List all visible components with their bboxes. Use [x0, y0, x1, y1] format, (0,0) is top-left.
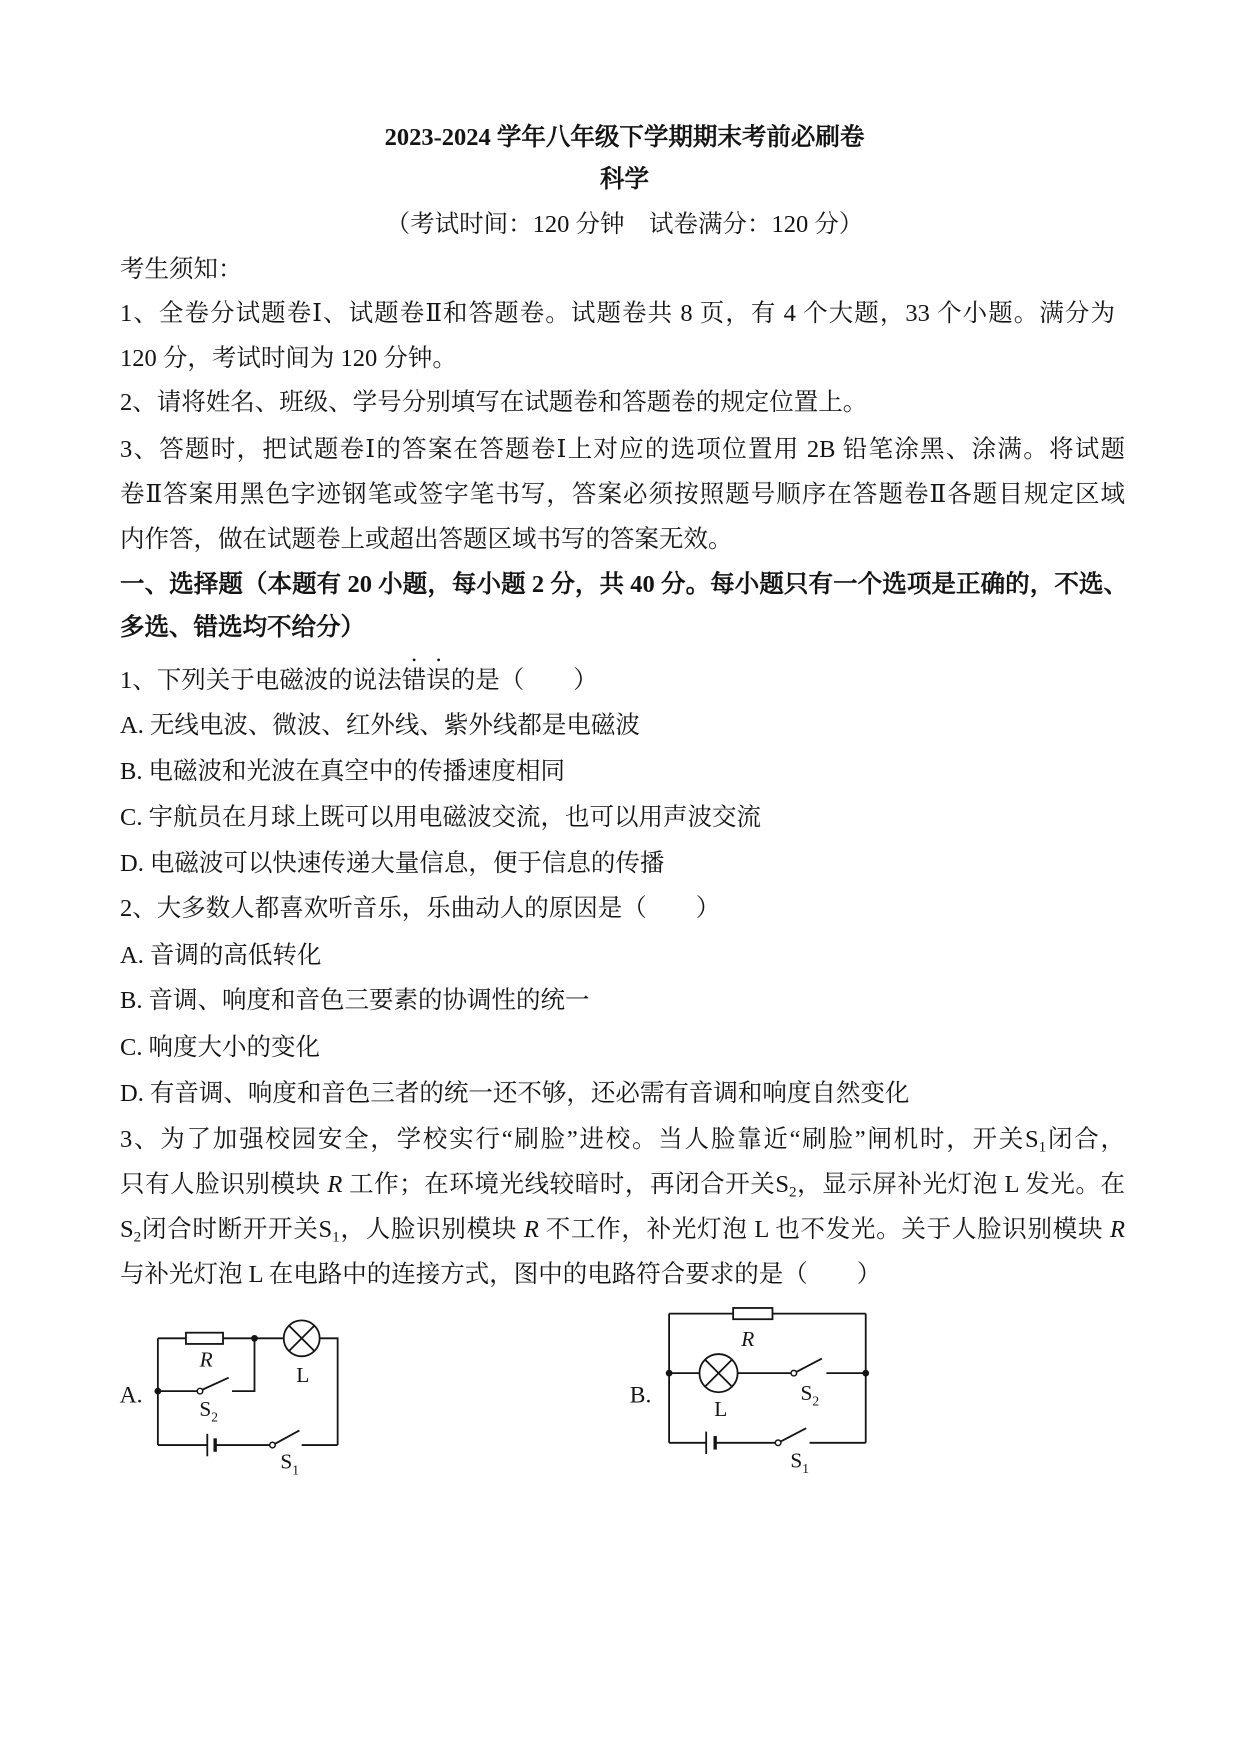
- option-label-b: B.: [629, 1382, 652, 1409]
- subject-title: 科学: [600, 166, 649, 193]
- question-1-stem: [120, 653, 598, 698]
- subscript-text: 2: [789, 1183, 797, 1201]
- option-text: 无线电波、微波、红外线、紫外线都是电磁波: [149, 712, 640, 739]
- switch-s1-label: [280, 1450, 299, 1478]
- switch-s1-symbol: [270, 1430, 300, 1447]
- wire: [232, 1338, 254, 1391]
- text-run: 3、为了加强校园安全，学校实行“刷脸”进校。当人脸靠近“刷脸”闸机时，开关S: [120, 1126, 1039, 1153]
- option-label-a: A.: [119, 1382, 143, 1409]
- switch-s1-symbol: [775, 1428, 806, 1445]
- variable-text: R: [1110, 1216, 1126, 1243]
- lamp-label: L: [714, 1396, 728, 1421]
- question-2-option-d: [120, 1071, 909, 1116]
- battery-symbol: [207, 1434, 215, 1456]
- notice-line: 卷Ⅱ答案用黑色字迹钢笔或签字笔书写，答案必须按照题号顺序在答题卷Ⅱ各题目规定区域: [120, 481, 1125, 508]
- lamp-label: L: [296, 1363, 310, 1388]
- resistor-label: R: [741, 1327, 755, 1352]
- notice-line: 2、请将姓名、班级、学号分别填写在试题卷和答题卷的规定位置上。: [120, 389, 868, 416]
- text-run: S: [120, 1216, 134, 1243]
- switch-s2-symbol: [791, 1359, 822, 1376]
- switch-s2-label: [199, 1397, 218, 1425]
- switch-label-main: S: [790, 1448, 803, 1473]
- switch-label-subscript: 2: [812, 1393, 820, 1409]
- switch-s2-label: [801, 1381, 820, 1409]
- switch-label-subscript: 1: [292, 1462, 299, 1478]
- option-label: A.: [120, 942, 144, 969]
- switch-s2-symbol: [197, 1378, 228, 1394]
- text-run: ，人脸识别模块: [339, 1216, 524, 1243]
- question-1-option-a: [120, 703, 640, 748]
- battery-symbol: [706, 1432, 715, 1454]
- option-text: 音调的高低转化: [149, 942, 322, 969]
- emphasized-text: 错误: [401, 667, 451, 694]
- option-text: 音调、响度和音色三要素的协调性的统一: [148, 987, 590, 1014]
- exam-info: （考试时间：120 分钟 试卷满分：120 分）: [385, 211, 864, 238]
- text-run: 闭合时断开开关S: [141, 1216, 333, 1243]
- subscript-text: 2: [133, 1228, 142, 1246]
- junction-dot: [154, 1388, 161, 1395]
- question-2-stem: [120, 886, 720, 931]
- exam-title: 2023-2024 学年八年级下学期期末考前必刷卷: [384, 124, 865, 151]
- resistor-symbol: [733, 1308, 772, 1319]
- notice-line: 内作答，做在试题卷上或超出答题区域书写的答案无效。: [120, 526, 733, 553]
- question-3-stem-line: [120, 1162, 1125, 1207]
- text-run: 工作；在环境光线较暗时，再闭合开关S: [342, 1171, 789, 1198]
- variable-text: R: [523, 1216, 539, 1243]
- option-label: C.: [120, 804, 143, 831]
- resistor-label: R: [199, 1347, 213, 1372]
- question-2-option-a: [120, 933, 321, 978]
- resistor-symbol: [186, 1333, 223, 1344]
- option-text: 电磁波和光波在真空中的传播速度相同: [148, 758, 565, 785]
- notice-heading: 考生须知：: [120, 256, 243, 283]
- notice-line: 120 分，考试时间为 120 分钟。: [120, 345, 457, 372]
- text-run: 不工作，补光灯泡 L 也不发光。关于人脸识别模块: [538, 1216, 1111, 1243]
- option-label: C.: [120, 1034, 143, 1061]
- option-text: 电磁波可以快速传递大量信息，便于信息的传播: [149, 850, 665, 877]
- switch-label-main: S: [800, 1381, 813, 1406]
- text-run: 闭合，: [1046, 1126, 1126, 1153]
- variable-text: R: [327, 1171, 343, 1198]
- wire: [320, 1338, 338, 1445]
- option-label: A.: [120, 712, 144, 739]
- question-3-stem-line: [120, 1207, 1125, 1252]
- switch-s1-label: [790, 1449, 809, 1477]
- question-1-option-c: [120, 795, 761, 840]
- text-run: 2、大多数人都喜欢听音乐，乐曲动人的原因是（ ）: [120, 895, 721, 922]
- section-heading: 一、选择题（本题有 20 小题，每小题 2 分，共 40 分。每小题只有一个选项是正确的，不选、: [120, 571, 1128, 598]
- switch-label-subscript: 2: [211, 1409, 219, 1425]
- text-run: 只有人脸识别模块: [120, 1171, 328, 1198]
- question-1-option-d: [120, 841, 664, 886]
- option-label: D.: [120, 1080, 144, 1107]
- switch-label-main: S: [280, 1449, 293, 1474]
- question-2-option-b: [120, 978, 589, 1023]
- text-run: 的是（ ）: [450, 667, 598, 694]
- notice-line: 3、答题时，把试题卷Ⅰ的答案在答题卷Ⅰ上对应的选项位置用 2B 铅笔涂黑、涂满。将试题: [120, 436, 1125, 463]
- lamp-symbol: [699, 1354, 737, 1392]
- text-run: 1、下列关于电磁波的说法: [120, 667, 402, 694]
- circuit-option-a: [120, 1320, 338, 1477]
- switch-label-subscript: 1: [802, 1461, 810, 1477]
- switch-label-main: S: [199, 1396, 212, 1421]
- circuit-option-b: [630, 1308, 869, 1476]
- option-label: B.: [120, 758, 143, 785]
- option-label: B.: [120, 987, 143, 1014]
- section-heading: 多选、错选均不给分）: [120, 614, 365, 641]
- question-1-option-b: [120, 749, 565, 794]
- text-run: 与补光灯泡 L 在电路中的连接方式，图中的电路符合要求的是（ ）: [120, 1261, 882, 1288]
- lamp-symbol: [284, 1320, 320, 1356]
- subscript-text: 1: [1038, 1138, 1047, 1156]
- question-2-option-c: [120, 1025, 320, 1070]
- question-3-stem-line: [120, 1117, 1125, 1162]
- circuit-figures: [100, 1290, 900, 1490]
- notice-line: 1、全卷分试题卷Ⅰ、试题卷Ⅱ和答题卷。试题卷共 8 页，有 4 个大题，33 个小题。满分为: [120, 300, 1115, 327]
- option-text: 响度大小的变化: [148, 1034, 320, 1061]
- option-text: 有音调、响度和音色三者的统一还不够，还必需有音调和响度自然变化: [149, 1080, 910, 1107]
- option-label: D.: [120, 850, 144, 877]
- text-run: ，显示屏补光灯泡 L 发光。在: [796, 1171, 1126, 1198]
- option-text: 宇航员在月球上既可以用电磁波交流，也可以用声波交流: [148, 804, 761, 831]
- subscript-text: 1: [332, 1228, 340, 1246]
